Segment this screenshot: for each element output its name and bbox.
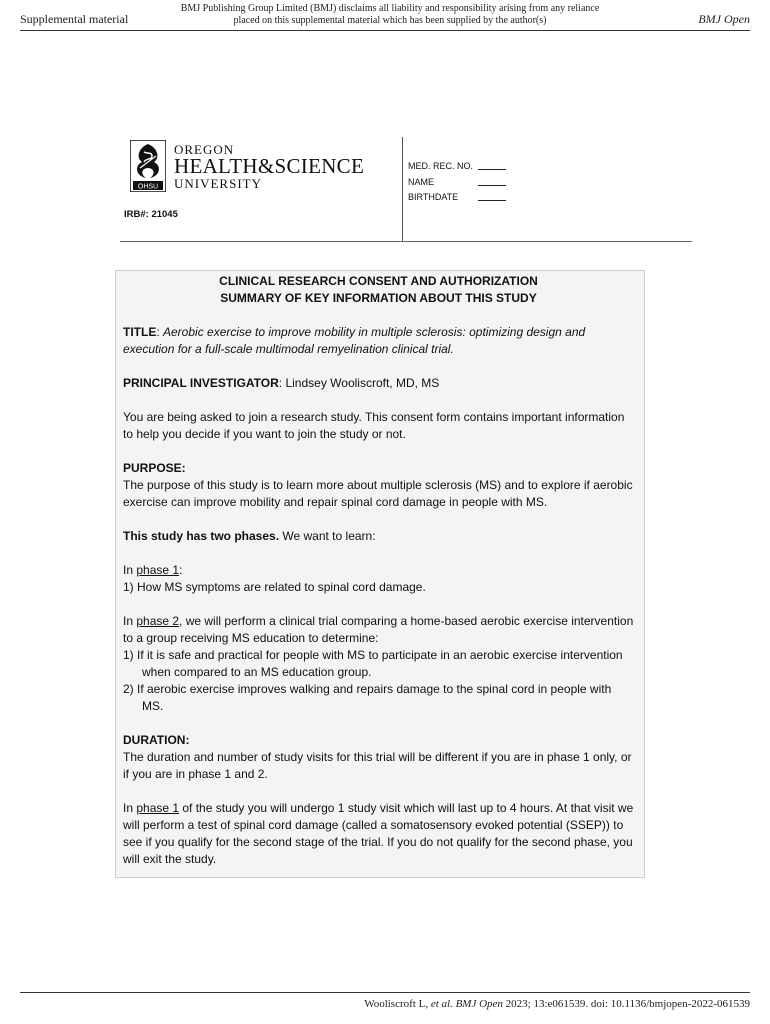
study-title-paragraph: [123, 324, 634, 358]
logo-line-university: UNIVERSITY: [174, 176, 262, 191]
footer-etal: et al. BMJ Open: [430, 998, 503, 1010]
pi-text: : Lindsey Wooliscroft, MD, MS: [278, 376, 440, 390]
consent-title-line-2: SUMMARY OF KEY INFORMATION ABOUT THIS STUDY: [220, 291, 537, 305]
phase1-visit-text: of the study you will undergo 1 study visit which will last up to 4 hours. At that visit we will perform a test of spinal cord damage (called a somatosensory evoked potential (SSEP)) to see if you qualify for the second stage of the trial. If you do not qualify for the second phase, you will exit the study.: [123, 801, 634, 866]
footer-doi: 2023; 13:e061539. doi: 10.1136/bmjopen-2022-061539: [502, 998, 750, 1010]
consent-summary-box: [115, 270, 645, 878]
birthdate-blank: [478, 200, 506, 201]
med-rec-label: MED. REC. NO.: [408, 161, 474, 171]
phase2-paragraph: [123, 613, 634, 647]
consent-title-line-1: CLINICAL RESEARCH CONSENT AND AUTHORIZATION: [219, 274, 538, 288]
consent-title: [123, 273, 634, 307]
phase1-link: phase 1: [136, 563, 180, 577]
disclaimer-line-2: placed on this supplemental material which has been supplied by the author(s): [233, 15, 547, 26]
phase1-item: 1) How MS symptoms are related to spinal cord damage.: [123, 580, 426, 594]
ohsu-emblem-icon: [130, 140, 166, 192]
birthdate-field: [408, 192, 458, 202]
logo-line-health-science: HEALTH&SCIENCE: [174, 154, 365, 178]
footer-author: Wooliscroft L,: [364, 998, 431, 1010]
phase2-link: phase 2: [136, 614, 180, 628]
phase1-heading: [123, 562, 634, 579]
duration-text: The duration and number of study visits for this trial will be different if you are in phase 1 only, or if you are in phase 1 and 2.: [123, 750, 632, 781]
phase1-visit-prefix: In: [123, 801, 137, 815]
header-disclaimer: [150, 3, 630, 27]
name-field: [408, 177, 434, 187]
logo-wordmark: [174, 143, 364, 190]
phase2-prefix: In: [123, 614, 137, 628]
header-supplemental-label: Supplemental material: [20, 12, 129, 26]
phase2-item-2: 2) If aerobic exercise improves walking and repairs damage to the spinal cord in people with MS.: [123, 682, 612, 713]
phase1-suffix: :: [179, 563, 183, 577]
name-label: NAME: [408, 177, 435, 187]
phases-paragraph: [123, 528, 634, 545]
study-title-text: Aerobic exercise to improve mobility in multiple sclerosis: optimizing design and execution for a full-scale multimodal remyelination clinical trial.: [123, 325, 586, 356]
phase2-text: , we will perform a clinical trial comparing a home-based aerobic exercise intervention to a group receiving MS education to determine:: [123, 614, 634, 645]
phase2-item-1: 1) If it is safe and practical for people with MS to participate in an aerobic exercise intervention when compared to an MS education group.: [123, 648, 623, 679]
irb-number: IRB#: 21045: [124, 209, 178, 220]
phase1-prefix: In: [123, 563, 137, 577]
name-blank: [478, 185, 506, 186]
phase1-visit-link: phase 1: [136, 801, 180, 815]
phases-text: We want to learn:: [279, 529, 376, 543]
pi-label: PRINCIPAL INVESTIGATOR: [123, 376, 279, 390]
ohsu-logo: [130, 140, 370, 194]
header-divider: [20, 30, 750, 31]
purpose-text: The purpose of this study is to learn more about multiple sclerosis (MS) and to explore if aerobic exercise can improve mobility and repair spinal cord damage in people with MS.: [123, 478, 633, 509]
footer-divider: [20, 992, 750, 993]
logo-badge: OHSU: [137, 183, 159, 191]
med-rec-field: [408, 161, 473, 171]
duration-heading: DURATION:: [123, 733, 190, 747]
purpose-heading: PURPOSE:: [123, 461, 186, 475]
phases-bold: This study has two phases.: [123, 529, 280, 543]
birthdate-label: BIRTHDATE: [408, 192, 459, 202]
letterhead-divider: [120, 241, 692, 242]
letterhead-vertical-divider: [402, 137, 403, 242]
logo-line-oregon: OREGON: [174, 142, 235, 157]
disclaimer-line-1: BMJ Publishing Group Limited (BMJ) disclaims all liability and responsibility arising from any reliance: [180, 3, 600, 14]
intro-paragraph: You are being asked to join a research study. This consent form contains important information to help you decide if you want to join the study or not.: [123, 410, 625, 441]
study-title-separator: :: [156, 325, 163, 339]
pi-paragraph: [123, 375, 634, 392]
footer-citation: [364, 998, 750, 1010]
study-title-label: TITLE: [123, 325, 157, 339]
header-journal-name: BMJ Open: [698, 12, 750, 26]
med-rec-blank: [478, 169, 506, 170]
phase1-visit-paragraph: [123, 800, 634, 868]
